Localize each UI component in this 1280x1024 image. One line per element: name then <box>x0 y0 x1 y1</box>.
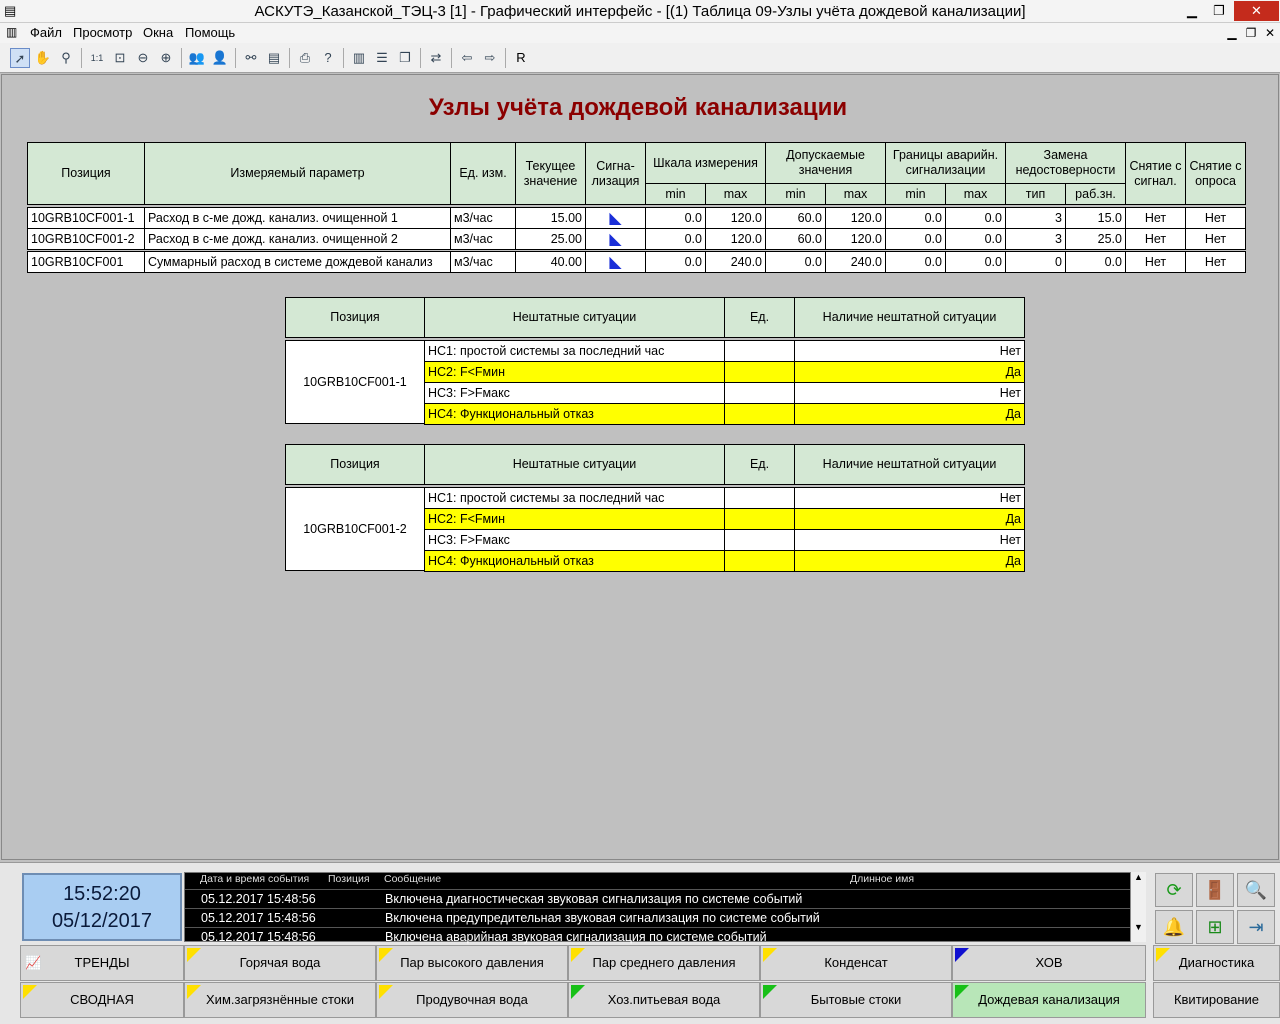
back-icon[interactable]: ⇦ <box>461 50 473 65</box>
ns1-row-1-unit <box>724 508 795 530</box>
nav-label: Пар высокого давления <box>400 955 544 970</box>
r-button[interactable]: R <box>516 50 526 65</box>
app-icon: ▤ <box>4 3 17 18</box>
row-0-smin: 0.0 <box>645 207 706 229</box>
nav-row2-3[interactable] <box>568 982 760 1018</box>
preview-icon[interactable]: 🔍 <box>1237 873 1275 907</box>
col-scale-min: min <box>645 183 706 205</box>
nav-row2-5[interactable] <box>952 982 1146 1018</box>
ns0-col-situations: Нештатные ситуации <box>424 297 725 338</box>
menu-view[interactable]: Просмотр <box>73 25 133 40</box>
nav-label: Хим.загрязнённые стоки <box>206 992 354 1007</box>
col-allowed-min: min <box>765 183 826 205</box>
ns1-row-0-unit <box>724 487 795 509</box>
menu-help[interactable]: Помощь <box>185 25 236 40</box>
ns0-row-0-name: НС1: простой системы за последний час <box>424 340 725 362</box>
zoom-fit-icon[interactable]: ⊡ <box>114 50 126 65</box>
row-1-param[interactable]: Расход в с-ме дожд. канализ. очищенной 2 <box>144 228 451 250</box>
col-signal: Сигна-лизация <box>585 142 646 205</box>
event-row[interactable] <box>185 908 1131 926</box>
col-replace-type: тип <box>1005 183 1066 205</box>
network-icon[interactable]: ⊞ <box>1196 910 1234 944</box>
table-icon[interactable]: ▤ <box>267 50 281 65</box>
row-1-pos[interactable]: 10GRB10CF001-2 <box>27 228 145 250</box>
nav-label: Пар среднего давления <box>592 955 736 970</box>
ns1-col-position: Позиция <box>285 444 425 485</box>
nav-label: ТРЕНДЫ <box>74 955 130 970</box>
maximize-button[interactable]: ❐ <box>1213 3 1225 18</box>
nav-label: СВОДНАЯ <box>70 992 134 1007</box>
mdi-minimize-button[interactable]: ▁ <box>1227 26 1237 40</box>
ns1-row-1-name: НС2: F<Fмин <box>424 508 725 530</box>
actual-size-icon[interactable]: 1:1 <box>90 53 104 63</box>
page-title: Узлы учёта дождевой канализации <box>428 94 848 121</box>
nav-label: ХОВ <box>1035 955 1063 970</box>
status-flag-icon <box>187 985 201 999</box>
zoom-out-icon[interactable]: ⊖ <box>137 50 149 65</box>
row-1-work: 25.0 <box>1065 228 1126 250</box>
col-unit: Ед. изм. <box>450 142 516 205</box>
event-log[interactable] <box>184 872 1146 942</box>
menu-file[interactable]: Файл <box>30 25 62 40</box>
ns1-row-0-value: Нет <box>794 487 1025 509</box>
row-2-smin: 0.0 <box>645 251 706 273</box>
row-2-amin: 0.0 <box>765 251 826 273</box>
nav-label: Горячая вода <box>239 955 321 970</box>
clock <box>22 873 182 941</box>
row-2-gmax: 0.0 <box>945 251 1006 273</box>
nav-row1-5[interactable] <box>952 945 1146 981</box>
row-0-work: 15.0 <box>1065 207 1126 229</box>
status-flag-icon <box>763 948 777 962</box>
row-1-amin: 60.0 <box>765 228 826 250</box>
row-0-poll: Нет <box>1185 207 1246 229</box>
row-2-type: 0 <box>1005 251 1066 273</box>
help-icon[interactable]: ? <box>324 50 332 65</box>
ns0-row-2-name: НС3: F>Fмакс <box>424 382 725 404</box>
event-message: Включена диагностическая звуковая сигнализация по системе событий <box>385 892 803 906</box>
row-2-amax: 240.0 <box>825 251 886 273</box>
trend-chart-icon: 📈 <box>25 955 42 970</box>
status-flag-icon <box>955 948 969 962</box>
row-0-unit: м3/час <box>450 207 516 229</box>
col-allowed: Допускаемые значения <box>765 142 886 184</box>
nav-label: Конденсат <box>824 955 888 970</box>
row-1-signal[interactable] <box>585 228 646 250</box>
col-parameter: Измеряемый параметр <box>144 142 451 205</box>
status-flag-icon <box>379 948 393 962</box>
ns0-row-3-unit <box>724 403 795 425</box>
ns1-col-presence: Наличие нештатной ситуации <box>794 444 1025 485</box>
mdi-doc-icon[interactable]: ▥ <box>6 25 18 39</box>
user-edit-icon[interactable]: 👤 <box>211 50 229 65</box>
nav-row1-3[interactable] <box>568 945 760 981</box>
row-1-gmax: 0.0 <box>945 228 1006 250</box>
ns1-row-3-name: НС4: Функциональный отказ <box>424 550 725 572</box>
row-1-amax: 120.0 <box>825 228 886 250</box>
nav-label: Квитирование <box>1173 992 1260 1007</box>
row-2-poll: Нет <box>1185 251 1246 273</box>
row-1-poll: Нет <box>1185 228 1246 250</box>
event-col-message: Сообщение <box>384 873 442 885</box>
ns1-row-2-value: Нет <box>794 529 1025 551</box>
windows-icon[interactable]: ❐ <box>399 50 411 65</box>
hand-tool-icon[interactable]: ✋ <box>34 50 52 65</box>
col-alarm-max: max <box>945 183 1006 205</box>
event-datetime: 05.12.2017 15:48:56 <box>201 930 316 944</box>
ns1-col-unit: Ед. <box>724 444 795 485</box>
toolbar <box>0 43 1280 73</box>
ns0-position[interactable]: 10GRB10CF001-1 <box>285 340 425 424</box>
row-1-cur: 25.00 <box>515 228 586 250</box>
nav-row2-6[interactable] <box>1153 982 1280 1018</box>
row-1-sig_off: Нет <box>1125 228 1186 250</box>
nav-row2-2[interactable] <box>376 982 568 1018</box>
ns0-col-unit: Ед. <box>724 297 795 338</box>
col-alarm-min: min <box>885 183 946 205</box>
menu-windows[interactable]: Окна <box>143 25 174 40</box>
ns1-row-3-unit <box>724 550 795 572</box>
rows-icon[interactable]: ☰ <box>376 50 388 65</box>
scroll-up-icon[interactable]: ▲ <box>1134 872 1143 882</box>
ns0-col-presence: Наличие нештатной ситуации <box>794 297 1025 338</box>
window-title: АСКУТЭ_Казанской_ТЭЦ-3 [1] - Графический интерфейс - [(1) Таблица 09-Узлы учёта дождевой канализации] <box>254 3 1026 20</box>
users-icon[interactable]: 👥 <box>188 50 206 65</box>
row-0-sig_off: Нет <box>1125 207 1186 229</box>
scroll-down-icon[interactable]: ▼ <box>1134 922 1143 932</box>
col-replace-work: раб.зн. <box>1065 183 1126 205</box>
pointer-tool-icon[interactable]: ➚ <box>10 48 30 68</box>
nav-row2-0[interactable] <box>20 982 184 1018</box>
row-1-gmin: 0.0 <box>885 228 946 250</box>
door-icon[interactable]: 🚪 <box>1196 873 1234 907</box>
find-icon[interactable]: ⚯ <box>245 50 257 65</box>
ns1-col-situations: Нештатные ситуации <box>424 444 725 485</box>
row-0-amin: 60.0 <box>765 207 826 229</box>
row-1-unit: м3/час <box>450 228 516 250</box>
row-1-smax: 120.0 <box>705 228 766 250</box>
status-flag-icon <box>1156 948 1170 962</box>
ns0-row-1-unit <box>724 361 795 383</box>
status-flag-icon <box>955 985 969 999</box>
event-row[interactable] <box>185 927 1131 945</box>
row-2-signal[interactable] <box>585 251 646 273</box>
status-flag-icon <box>571 985 585 999</box>
panel-icon[interactable]: ▥ <box>352 50 366 65</box>
row-2-cur: 40.00 <box>515 251 586 273</box>
mdi-close-button[interactable]: ✕ <box>1264 26 1276 40</box>
row-1-smin: 0.0 <box>645 228 706 250</box>
nav-label: Дождевая канализация <box>978 992 1120 1007</box>
row-0-amax: 120.0 <box>825 207 886 229</box>
nav-row1-6[interactable] <box>1153 945 1280 981</box>
ns0-row-1-value: Да <box>794 361 1025 383</box>
ns1-row-3-value: Да <box>794 550 1025 572</box>
col-allowed-max: max <box>825 183 886 205</box>
status-flag-icon <box>571 948 585 962</box>
col-current: Текущее значение <box>515 142 586 205</box>
col-position: Позиция <box>27 142 145 205</box>
nav-label: Хоз.питьевая вода <box>607 992 721 1007</box>
ns1-row-0-name: НС1: простой системы за последний час <box>424 487 725 509</box>
ns1-row-1-value: Да <box>794 508 1025 530</box>
row-0-signal[interactable] <box>585 207 646 229</box>
row-1-type: 3 <box>1005 228 1066 250</box>
col-scale-max: max <box>705 183 766 205</box>
event-datetime: 05.12.2017 15:48:56 <box>201 892 316 906</box>
ns0-row-0-unit <box>724 340 795 362</box>
event-datetime: 05.12.2017 15:48:56 <box>201 911 316 925</box>
event-col-longname: Длинное имя <box>850 873 915 885</box>
row-2-smax: 240.0 <box>705 251 766 273</box>
row-0-gmin: 0.0 <box>885 207 946 229</box>
mdi-restore-button[interactable]: ❐ <box>1245 26 1257 40</box>
row-0-cur: 15.00 <box>515 207 586 229</box>
nav-label: Продувочная вода <box>416 992 528 1007</box>
clock-time: 15:52:20 <box>63 883 141 905</box>
ns0-row-2-unit <box>724 382 795 404</box>
menu-bar <box>0 23 1280 43</box>
nav-row1-1[interactable] <box>184 945 376 981</box>
minimize-button[interactable]: ▁ <box>1187 3 1197 18</box>
nav-label: Диагностика <box>1178 955 1255 970</box>
bell-icon[interactable]: 🔔 <box>1155 910 1193 944</box>
row-2-param[interactable]: Суммарный расход в системе дождевой канализ <box>144 251 451 273</box>
nav-row1-2[interactable] <box>376 945 568 981</box>
forward-icon[interactable]: ⇨ <box>484 50 496 65</box>
ns0-row-3-value: Да <box>794 403 1025 425</box>
col-replace: Замена недостоверности <box>1005 142 1126 184</box>
event-message: Включена аварийная звуковая сигнализация по системе событий <box>385 930 767 944</box>
row-2-gmin: 0.0 <box>885 251 946 273</box>
exit-icon[interactable]: ⇥ <box>1237 910 1275 944</box>
ns0-row-0-value: Нет <box>794 340 1025 362</box>
clock-date: 05/12/2017 <box>51 910 153 932</box>
signal-icon[interactable]: ◣ <box>609 210 622 227</box>
refresh-icon[interactable]: ⟳ <box>1155 873 1193 907</box>
status-flag-icon <box>23 985 37 999</box>
col-sig-off: Снятие с сигнал. <box>1125 142 1186 205</box>
event-row[interactable] <box>185 889 1131 907</box>
row-2-sig_off: Нет <box>1125 251 1186 273</box>
row-2-work: 0.0 <box>1065 251 1126 273</box>
ns1-row-2-unit <box>724 529 795 551</box>
event-col-datetime: Дата и время события <box>200 873 310 885</box>
ns0-row-1-name: НС2: F<Fмин <box>424 361 725 383</box>
status-flag-icon <box>187 948 201 962</box>
row-2-unit: м3/час <box>450 251 516 273</box>
row-0-smax: 120.0 <box>705 207 766 229</box>
signal-icon[interactable]: ◣ <box>609 231 622 248</box>
event-col-position: Позиция <box>328 873 370 885</box>
ns0-row-2-value: Нет <box>794 382 1025 404</box>
title-bar <box>0 0 1280 23</box>
status-flag-icon <box>763 985 777 999</box>
nav-row1-0[interactable] <box>20 945 184 981</box>
ns0-row-3-name: НС4: Функциональный отказ <box>424 403 725 425</box>
event-scrollbar[interactable] <box>1130 872 1146 942</box>
col-scale: Шкала измерения <box>645 142 766 184</box>
nav-row2-4[interactable] <box>760 982 952 1018</box>
print-icon[interactable]: ⎙ <box>299 50 311 65</box>
signal-icon[interactable]: ◣ <box>609 254 622 271</box>
col-alarm: Границы аварийн. сигнализации <box>885 142 1006 184</box>
row-0-param[interactable]: Расход в с-ме дожд. канализ. очищенной 1 <box>144 207 451 229</box>
status-flag-icon <box>379 985 393 999</box>
event-message: Включена предупредительная звуковая сигнализация по системе событий <box>385 911 820 925</box>
row-0-pos[interactable]: 10GRB10CF001-1 <box>27 207 145 229</box>
nav-row2-1[interactable] <box>184 982 376 1018</box>
zoom-in-icon[interactable]: ⊕ <box>160 50 172 65</box>
ns0-col-position: Позиция <box>285 297 425 338</box>
nav-row1-4[interactable] <box>760 945 952 981</box>
row-0-type: 3 <box>1005 207 1066 229</box>
ns1-position[interactable]: 10GRB10CF001-2 <box>285 487 425 571</box>
col-poll-off: Снятие с опроса <box>1185 142 1246 205</box>
zoom-tool-icon[interactable]: ⚲ <box>61 50 71 65</box>
ns1-row-2-name: НС3: F>Fмакс <box>424 529 725 551</box>
nav-label: Бытовые стоки <box>810 992 902 1007</box>
close-button[interactable]: ✕ <box>1234 1 1279 21</box>
row-2-pos[interactable]: 10GRB10CF001 <box>27 251 145 273</box>
row-0-gmax: 0.0 <box>945 207 1006 229</box>
chart-icon[interactable]: ⇄ <box>430 50 442 65</box>
